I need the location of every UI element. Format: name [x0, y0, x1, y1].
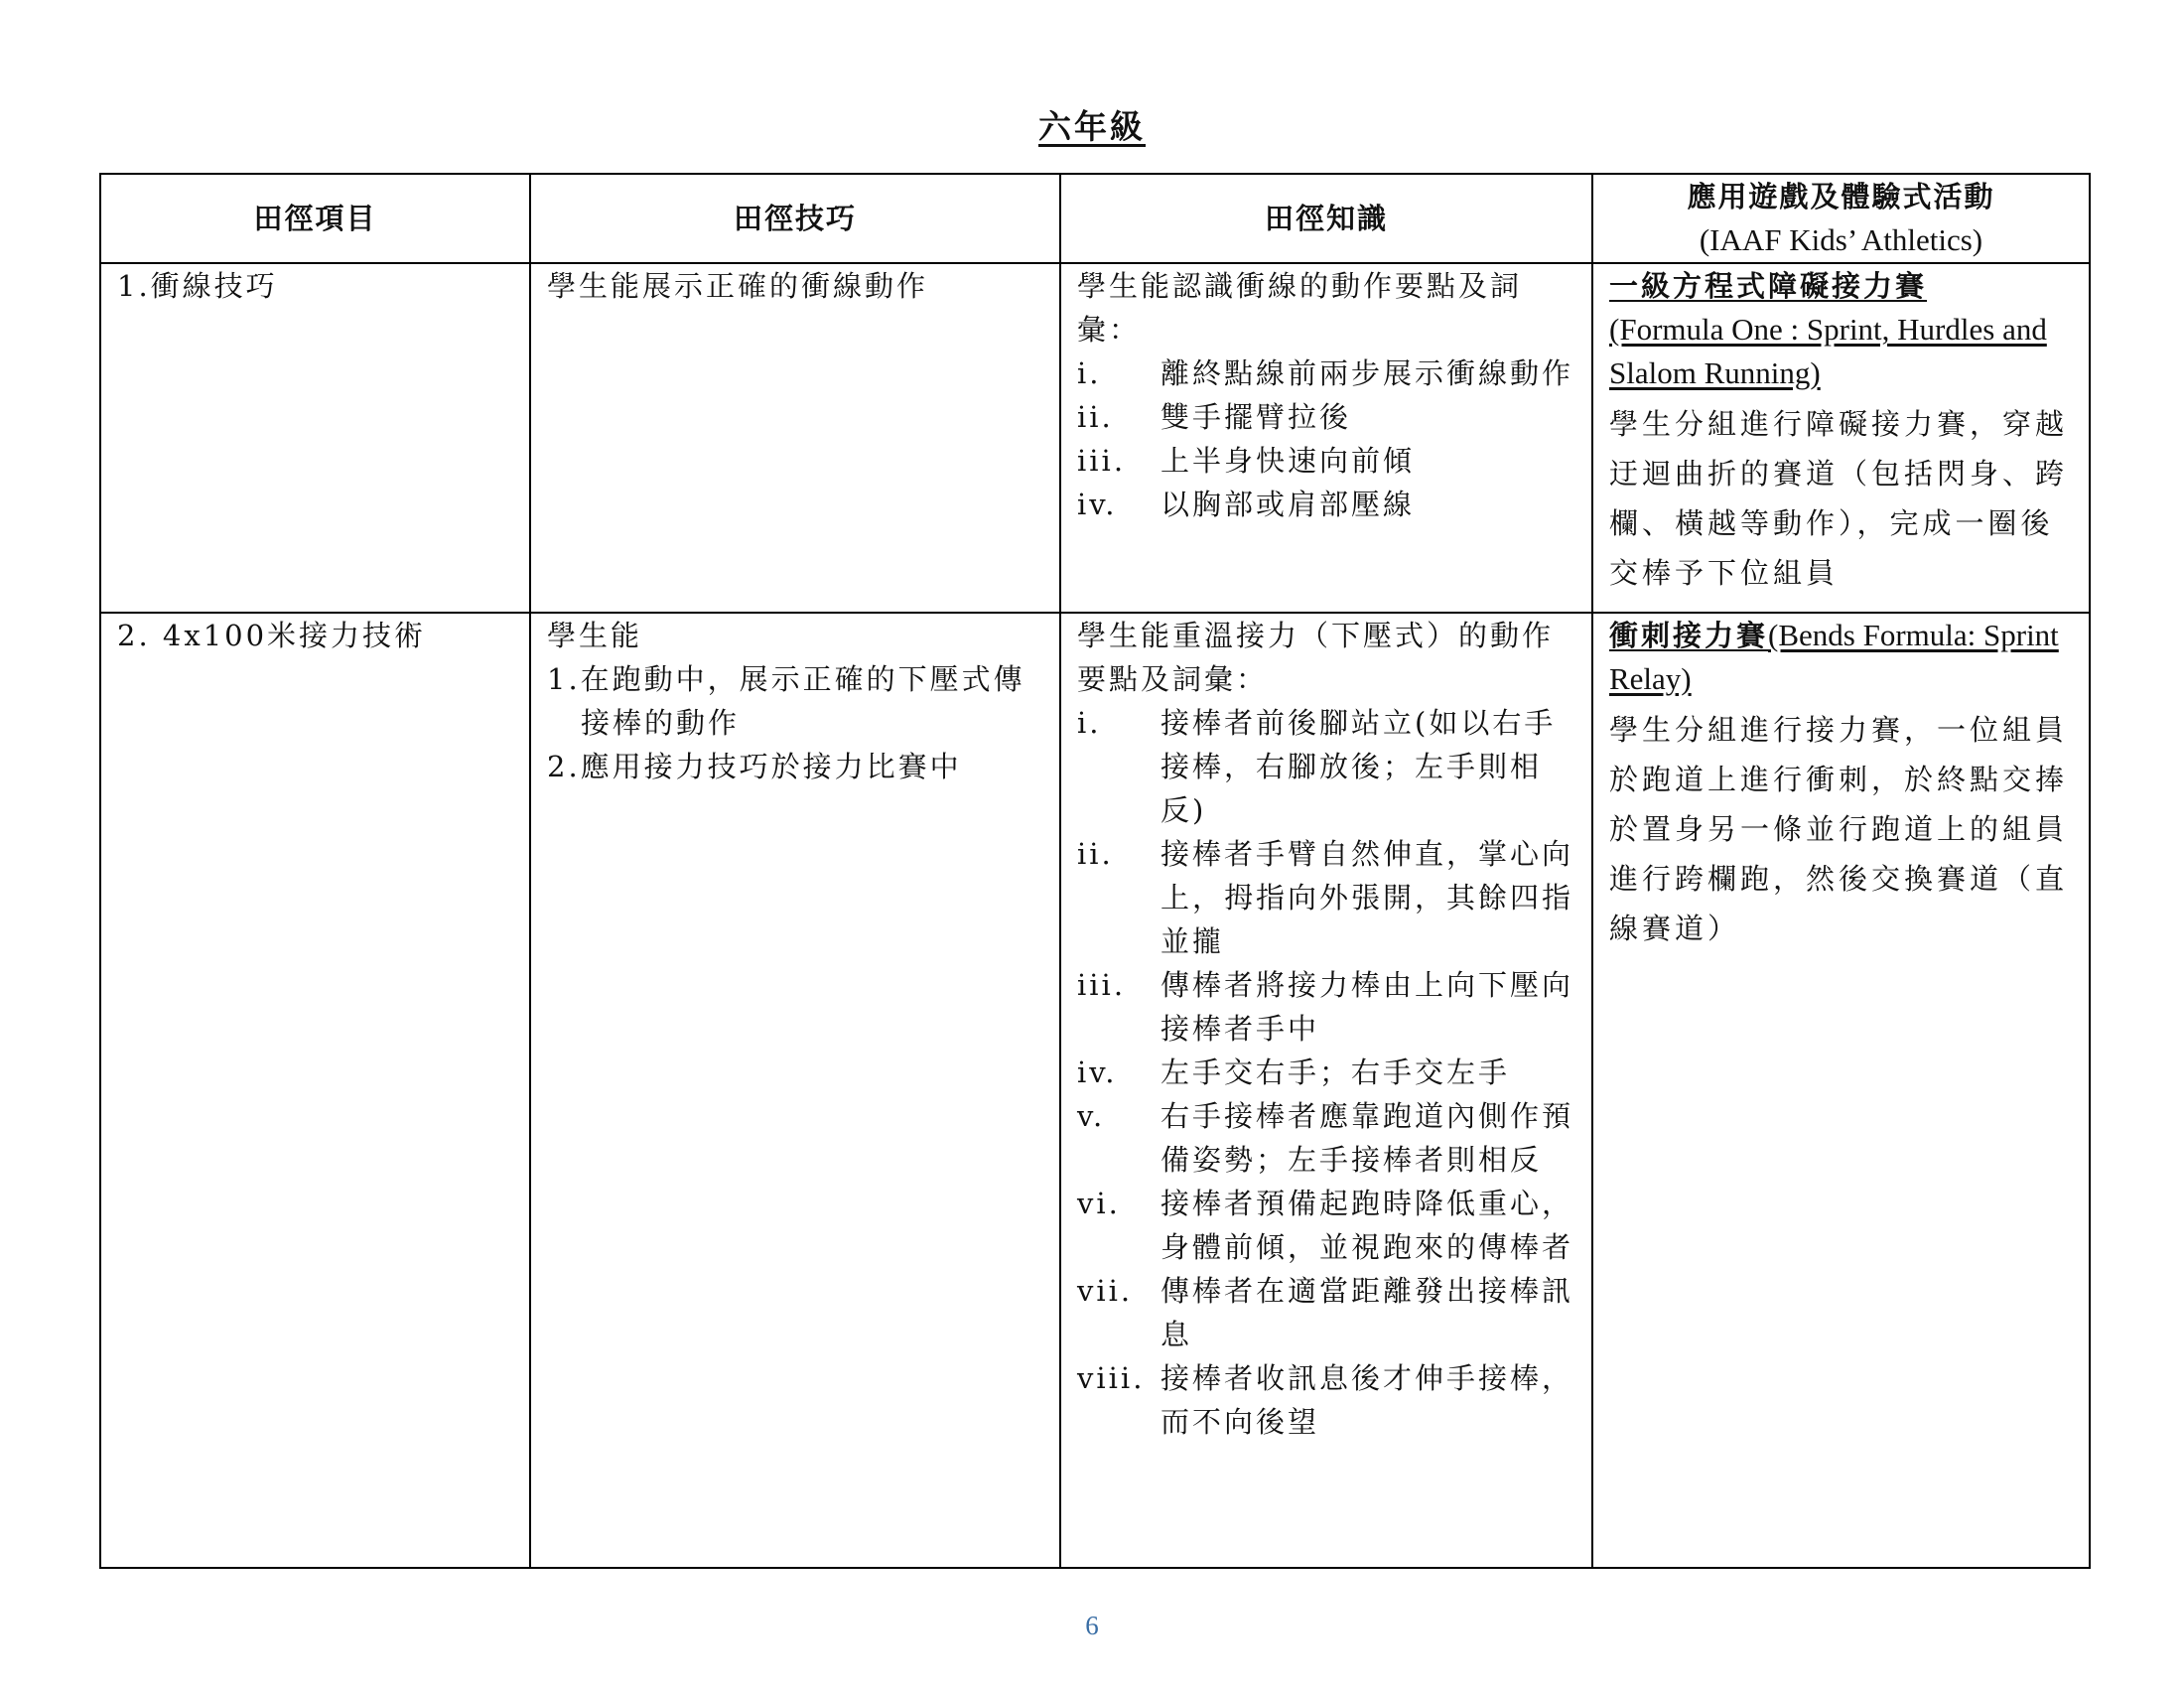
item-text: 雙手擺臂拉後	[1160, 400, 1352, 434]
knowledge-item	[1077, 395, 1575, 439]
item-text: 右手接棒者應靠跑道內側作預備姿勢；左手接棒者則相反	[1160, 1099, 1574, 1177]
item-text: 左手交右手；右手交左手	[1160, 1055, 1511, 1089]
item-number: iv.	[1077, 488, 1118, 521]
item-number: viii.	[1077, 1361, 1146, 1395]
knowledge-cell	[1060, 613, 1592, 1568]
curriculum-table	[99, 173, 2091, 1569]
header-knowledge: 田徑知識	[1060, 174, 1592, 263]
page-number: 6	[1085, 1611, 1099, 1640]
item-number: iii.	[1077, 968, 1127, 1002]
item-text: 上半身快速向前傾	[1160, 444, 1416, 478]
header-activity-en: (IAAF Kids’ Athletics)	[1699, 222, 1983, 257]
knowledge-item	[1077, 352, 1575, 395]
knowledge-item	[1077, 832, 1575, 963]
header-activity-zh: 應用遊戲及體驗式活動	[1687, 180, 1995, 213]
activity-english-name: (Formula One : Sprint, Hurdles and Slalom Running)	[1609, 312, 2047, 390]
item-text: 離終點線前兩步展示衝線動作	[1160, 356, 1574, 390]
activity-english-name: (Bends Formula: Sprint Relay)	[1609, 618, 2059, 696]
item-number: iv.	[1077, 1055, 1118, 1089]
item-number: ii.	[1077, 400, 1114, 434]
activity-cell	[1592, 263, 2090, 613]
header-skill: 田徑技巧	[530, 174, 1060, 263]
knowledge-item	[1077, 1051, 1575, 1094]
knowledge-cell	[1060, 263, 1592, 613]
knowledge-item	[1077, 963, 1575, 1051]
item-number: v.	[1077, 1099, 1106, 1133]
skill-item: 2.應用接力技巧於接力比賽中	[547, 750, 962, 783]
skill-cell	[530, 263, 1060, 613]
event-cell: 2. 4x100米接力技術	[100, 613, 530, 1568]
knowledge-item	[1077, 1269, 1575, 1356]
item-text: 接棒者預備起跑時降低重心，身體前傾，並視跑來的傳棒者	[1160, 1187, 1574, 1264]
event-cell: 1.衝線技巧	[100, 263, 530, 613]
item-text: 接棒者收訊息後才伸手接棒，而不向後望	[1160, 1361, 1574, 1439]
knowledge-intro: 學生能重溫接力（下壓式）的動作要點及詞彙：	[1077, 619, 1555, 696]
table-row	[100, 613, 2090, 1568]
knowledge-item	[1077, 1356, 1575, 1444]
item-number: iii.	[1077, 444, 1127, 478]
skill-cell	[530, 613, 1060, 1568]
header-activity	[1592, 174, 2090, 263]
table-row	[100, 263, 2090, 613]
knowledge-item	[1077, 439, 1575, 483]
header-event: 田徑項目	[100, 174, 530, 263]
skill-intro: 學生能展示正確的衝線動作	[547, 269, 929, 303]
item-text: 以胸部或肩部壓線	[1160, 488, 1416, 521]
item-number: vi.	[1077, 1187, 1121, 1220]
table-header-row	[100, 174, 2090, 263]
activity-title: 一級方程式障礙接力賽	[1609, 269, 1928, 303]
activity-heading	[1609, 614, 2073, 701]
item-number: i.	[1077, 706, 1102, 740]
skill-intro: 學生能	[547, 619, 643, 652]
item-number: ii.	[1077, 837, 1114, 871]
skill-item: 1.在跑動中，展示正確的下壓式傳接棒的動作	[547, 662, 1025, 740]
activity-cell	[1592, 613, 2090, 1568]
knowledge-item	[1077, 1094, 1575, 1182]
item-number: i.	[1077, 356, 1102, 390]
knowledge-item	[1077, 1182, 1575, 1269]
activity-description: 學生分組進行接力賽，一位組員於跑道上進行衝刺，於終點交捧於置身另一條並行跑道上的組員進行跨欄跑，然後交換賽道（直線賽道）	[1609, 713, 2069, 945]
item-text: 接棒者前後腳站立(如以右手接棒，右腳放後；左手則相反)	[1160, 706, 1557, 827]
activity-title: 衝刺接力賽	[1609, 619, 1769, 652]
item-text: 傳棒者在適當距離發出接棒訊息	[1160, 1274, 1574, 1351]
item-number: vii.	[1077, 1274, 1134, 1308]
knowledge-intro: 學生能認識衝線的動作要點及詞彙：	[1077, 269, 1523, 347]
activity-description: 學生分組進行障礙接力賽，穿越迂迴曲折的賽道（包括閃身、跨欄、橫越等動作），完成一圈後交棒予下位組員	[1609, 407, 2069, 590]
item-text: 接棒者手臂自然伸直，掌心向上，拇指向外張開，其餘四指並攏	[1160, 837, 1574, 958]
knowledge-item	[1077, 701, 1575, 832]
item-text: 傳棒者將接力棒由上向下壓向接棒者手中	[1160, 968, 1574, 1046]
page-title: 六年級	[1038, 107, 1146, 146]
knowledge-item	[1077, 483, 1575, 526]
